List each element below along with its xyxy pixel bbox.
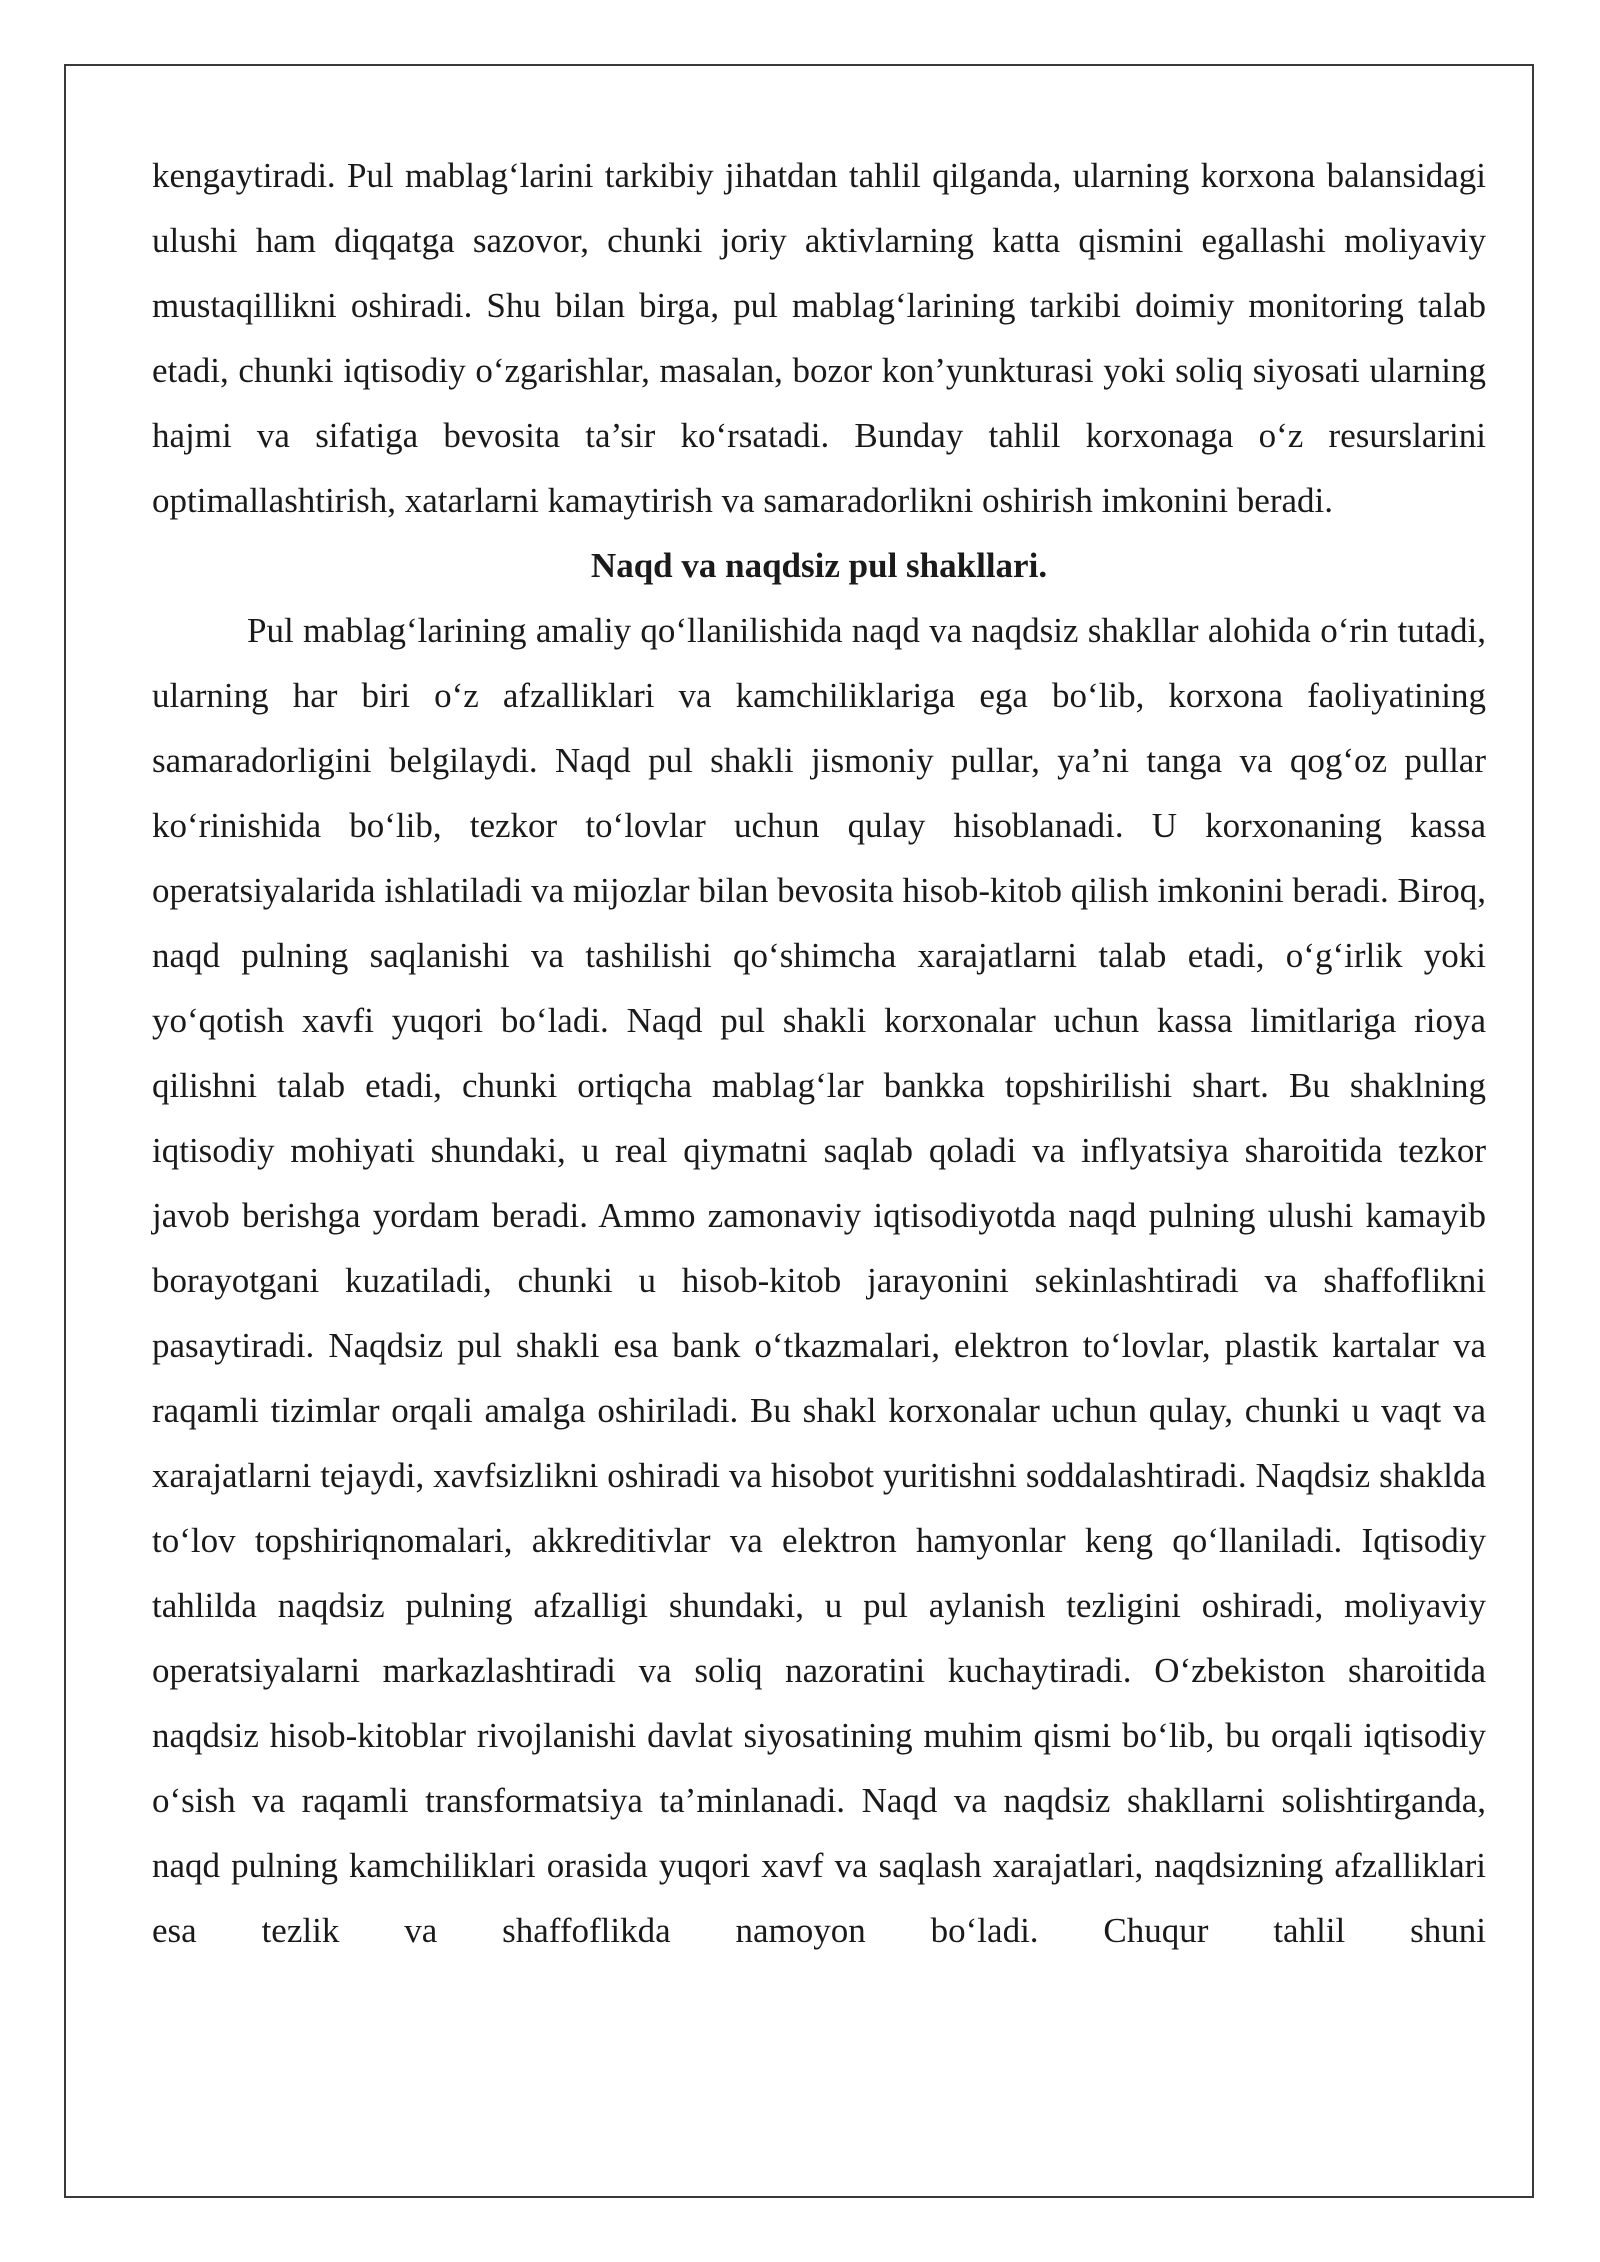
body-paragraph: Pul mablag‘larining amaliy qo‘llanilishida naqd va naqdsiz shakllar alohida o‘rin tutadi, ularning har biri o‘z afzalliklari va kamchiliklariga ega bo‘lib, korxona faoliyatining samaradorligini belgilaydi. Naqd pul shakli jismoniy pullar, ya’ni tanga va qog‘oz pullar ko‘rinishida bo‘lib, tezkor to‘lovlar uchun qulay hisoblanadi. U korxonaning kassa operatsiyalarida ishlatiladi va mijozlar bilan bevosita hisob-kitob qilish imkonini beradi. Biroq, naqd pulning saqlanishi va tashilishi qo‘shimcha xarajatlarni talab etadi, o‘g‘irlik yoki yo‘qotish xavfi yuqori bo‘ladi. Naqd pul shakli korxonalar uchun kassa limitlariga rioya qilishni talab etadi, chunki ortiqcha mablag‘lar bankka topshirilishi shart. Bu shaklning iqtisodiy mohiyati shundaki, u real qiymatni saqlab qoladi va inflyatsiya sharoitida tezkor javob berishga yordam beradi. Ammo zamonaviy iqtisodiyotda naqd pulning ulushi kamayib borayotgani kuzatiladi, chunki u hisob-kitob jarayonini sekinlashtiradi va shaffoflikni pasaytiradi. Naqdsiz pul shakli esa bank o‘tkazmalari, elektron to‘lovlar, plastik kartalar va raqamli tizimlar orqali amalga oshiriladi. Bu shakl korxonalar uchun qulay, chunki u vaqt va xarajatlarni tejaydi, xavfsizlikni oshiradi va hisobot yuritishni soddalashtiradi. Naqdsiz shaklda to‘lov topshiriqnomalari, akkreditivlar va elektron hamyonlar keng qo‘llaniladi. Iqtisodiy tahlilda naqdsiz pulning afzalligi shundaki, u pul aylanish tezligini oshiradi, moliyaviy operatsiyalarni markazlashtiradi va soliq nazoratini kuchaytiradi. O‘zbekiston sharoitida naqdsiz hisob-kitoblar rivojlanishi davlat siyosatining muhim qismi bo‘lib, bu orqali iqtisodiy o‘sish va raqamli transformatsiya ta’minlanadi. Naqd va naqdsiz shakllarni solishtirganda, naqd pulning kamchiliklari orasida yuqori xavf va saqlash xarajatlari, naqdsizning afzalliklari esa tezlik va shaffoflikda namoyon bo‘ladi. Chuqur tahlil shuni (152, 611, 1486, 1950)
page-content (152, 143, 1486, 1963)
section-heading: Naqd va naqdsiz pul shakllari. (590, 546, 1048, 585)
body-paragraph-continued: kengaytiradi. Pul mablag‘larini tarkibiy jihatdan tahlil qilganda, ularning korxona balansidagi ulushi ham diqqatga sazovor, chunki joriy aktivlarning katta qismini egallashi moliyaviy mustaqillikni oshiradi. Shu bilan birga, pul mablag‘larining tarkibi doimiy monitoring talab etadi, chunki iqtisodiy o‘zgarishlar, masalan, bozor kon’yunkturasi yoki soliq siyosati ularning hajmi va sifatiga bevosita ta’sir ko‘rsatadi. Bunday tahlil korxonaga o‘z resurslarini optimallashtirish, xatarlarni kamaytirish va samaradorlikni oshirish imkonini beradi. (152, 156, 1486, 520)
